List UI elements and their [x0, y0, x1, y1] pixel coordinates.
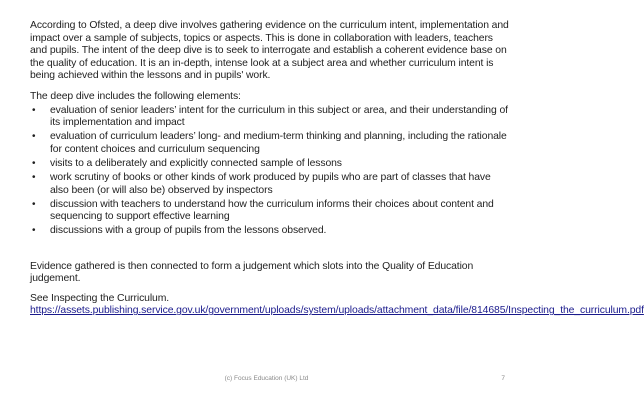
evidence-paragraph: Evidence gathered is then connected to form a judgement which slots into the Quality of Education judgement.	[30, 260, 474, 285]
list-item	[30, 158, 512, 171]
list-item-text: discussions with a group of pupils from the lessons observed.	[50, 225, 327, 237]
bullet-icon: •	[32, 225, 36, 237]
list-item	[30, 225, 512, 238]
see-reference: See Inspecting the Curriculum.	[30, 292, 170, 304]
elements-intro: The deep dive includes the following elements:	[30, 90, 241, 102]
list-item-text: discussion with teachers to understand how the curriculum informs their choices about content and sequencing to support effective learning	[50, 198, 494, 223]
page-number: 7	[501, 375, 505, 382]
list-item-text: evaluation of senior leaders’ intent for the curriculum in this subject or area, and their understanding of its implementation and impact	[50, 104, 508, 129]
bullet-icon: •	[32, 157, 36, 169]
list-item	[30, 199, 512, 224]
list-item	[30, 131, 512, 156]
intro-paragraph: According to Ofsted, a deep dive involves gathering evidence on the curriculum intent, implementation and impact over a sample of subjects, topics or aspects. This is done in collaboration with leaders, teachers and pupils. The intent of the deep dive is to seek to interrogate and establish a coherent evidence base on the quality of education. It is an in-depth, intense look at a subject area and whether curriculum intent is being achieved within the lessons and in pupils' work.	[30, 20, 509, 82]
elements-list	[30, 105, 512, 238]
list-item-text: evaluation of curriculum leaders’ long- and medium-term thinking and planning, including the rationale for content choices and curriculum sequencing	[50, 131, 507, 155]
slide-content	[30, 20, 644, 318]
list-item	[30, 172, 512, 197]
bullet-icon: •	[32, 172, 36, 184]
bullet-icon: •	[32, 198, 36, 210]
list-item	[30, 105, 512, 130]
bullet-icon: •	[32, 104, 36, 116]
list-item-text: work scrutiny of books or other kinds of work produced by pupils who are part of classes that have also been (or will also be) observed by inspectors	[50, 172, 491, 196]
footer-copyright: (c) Focus Education (UK) Ltd	[224, 375, 309, 382]
list-item-text: visits to a deliberately and explicitly connected sample of lessons	[50, 157, 342, 169]
spacer	[30, 240, 512, 261]
bullet-icon: •	[32, 131, 36, 143]
curriculum-link[interactable]: https://assets.publishing.service.gov.uk/government/uploads/system/uploads/attachment_data/file/814685/Inspecting_the_curriculum.pdf	[30, 305, 644, 317]
